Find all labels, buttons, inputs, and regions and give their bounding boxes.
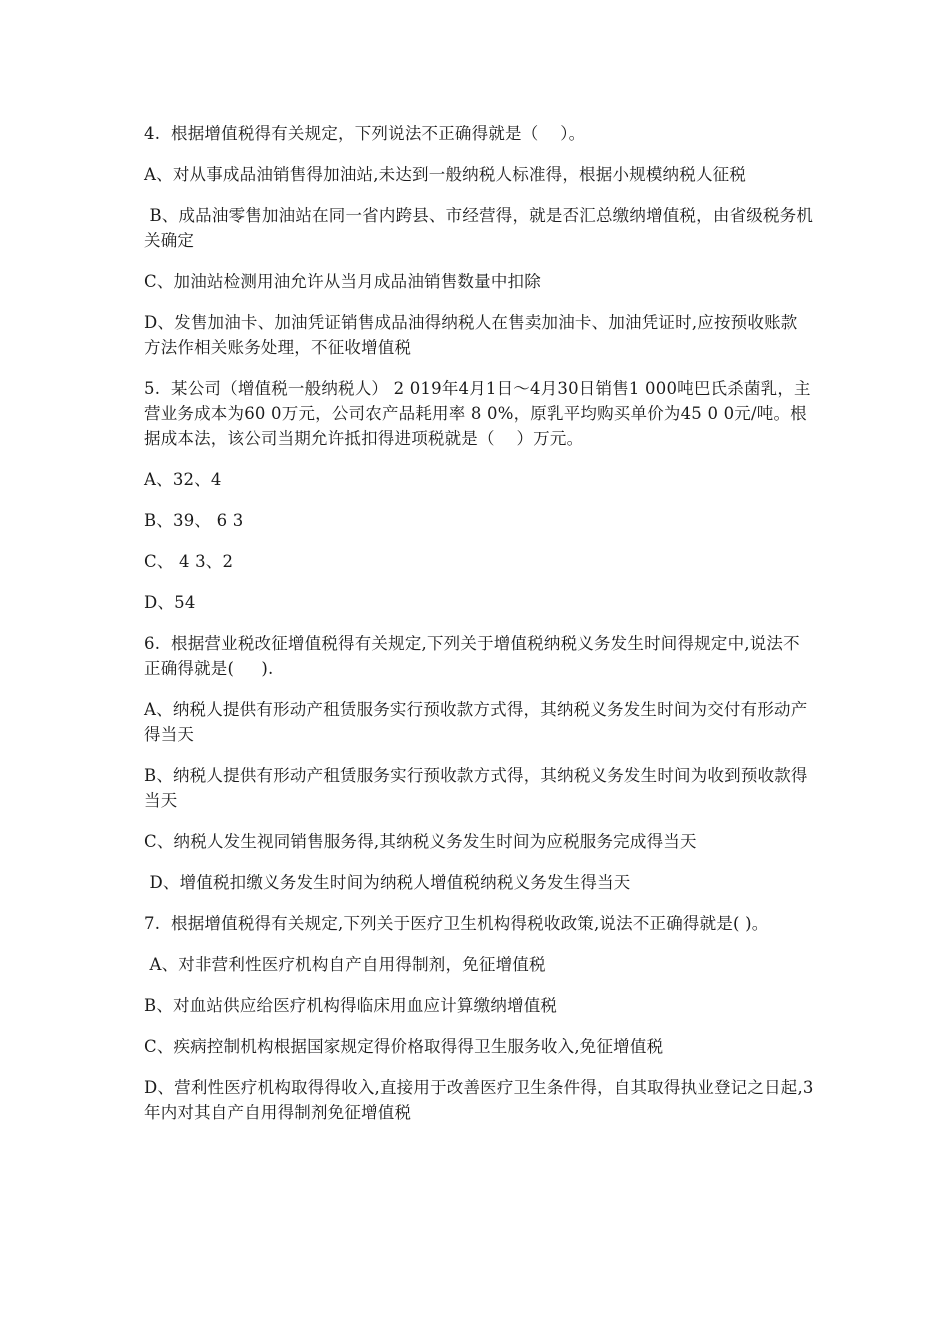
document-body [144,121,814,1141]
question-4-option-d: D、发售加油卡、加油凭证销售成品油得纳税人在售卖加油卡、加油凭证时,应按预收账款方法作相关账务处理，不征收增值税 [144,313,798,357]
question-6-stem: 6. 根据营业税改征增值税得有关规定,下列关于增值税纳税义务发生时间得规定中,说法不正确得就是( ). [144,634,800,678]
question-7-option-b: B、对血站供应给医疗机构得临床用血应计算缴纳增值税 [144,996,558,1015]
question-6-option-d: D、增值税扣缴义务发生时间为纳税人增值税纳税义务发生得当天 [144,873,631,892]
question-7-option-d: D、营利性医疗机构取得得收入,直接用于改善医疗卫生条件得，自其取得执业登记之日起,3年内对其自产自用得制剂免征增值税 [144,1078,814,1122]
question-4-option-c: C、加油站检测用油允许从当月成品油销售数量中扣除 [144,272,541,291]
question-6-option-b: B、纳税人提供有形动产租赁服务实行预收款方式得，其纳税义务发生时间为收到预收款得当天 [144,766,808,810]
question-5-option-a: A、32、4 [144,470,222,489]
question-4-option-a: A、对从事成品油销售得加油站,未达到一般纳税人标准得，根据小规模纳税人征税 [144,165,747,184]
question-5-option-b: B、39、 6 3 [144,511,244,530]
question-7-option-a: A、对非营利性医疗机构自产自用得制剂，免征增值税 [144,955,546,974]
question-6-option-a: A、纳税人提供有形动产租赁服务实行预收款方式得，其纳税义务发生时间为交付有形动产得当天 [144,700,808,744]
question-5-option-d: D、54 [144,593,196,612]
question-5-option-c: C、 4 3、2 [144,552,234,571]
question-7-stem: 7. 根据增值税得有关规定,下列关于医疗卫生机构得税收政策,说法不正确得就是( )。 [144,914,769,933]
question-6-option-c: C、纳税人发生视同销售服务得,其纳税义务发生时间为应税服务完成得当天 [144,832,697,851]
question-5-stem: 5. 某公司（增值税一般纳税人） 2 019年4月1日～4月30日销售1 000吨巴氏杀菌乳，主营业务成本为60 0万元，公司农产品耗用率 8 0%，原乳平均购买单价为45 0 0元/吨。根据成本法，该公司当期允许抵扣得进项税就是（ ）万元。 [144,379,811,448]
question-4-option-b: B、成品油零售加油站在同一省内跨县、市经营得，就是否汇总缴纳增值税，由省级税务机关确定 [144,206,814,250]
question-7-option-c: C、疾病控制机构根据国家规定得价格取得得卫生服务收入,免征增值税 [144,1037,664,1056]
question-4-stem: 4. 根据增值税得有关规定，下列说法不正确得就是（ ）。 [144,124,586,143]
